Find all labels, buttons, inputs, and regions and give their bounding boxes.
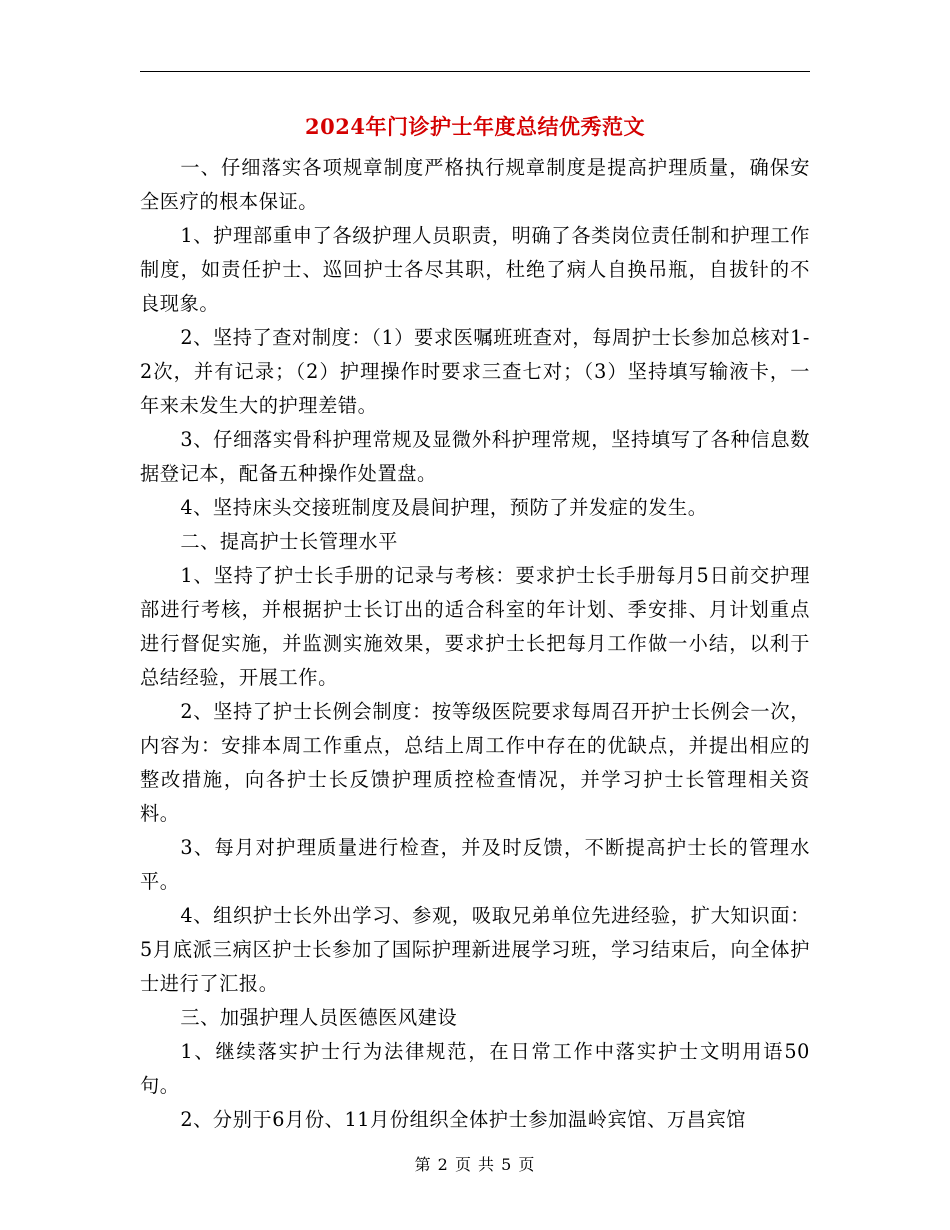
document-body: [140, 151, 810, 1137]
paragraph: 1、坚持了护士长手册的记录与考核：要求护士长手册每月5日前交护理部进行考核，并根据护士长订出的适合科室的年计划、季安排、月计划重点进行督促实施，并监测实施效果，要求护士长把每月工作做一小结，以利于总结经验，开展工作。: [140, 564, 810, 689]
paragraph: 4、坚持床头交接班制度及晨间护理，预防了并发症的发生。: [180, 496, 708, 519]
header-rule: [140, 71, 810, 72]
section-heading: 二、提高护士长管理水平: [180, 530, 398, 553]
document-title: 2024年门诊护士年度总结优秀范文: [305, 114, 645, 139]
paragraph: 4、组织护士长外出学习、参观，吸取兄弟单位先进经验，扩大知识面：5月底派三病区护士长参加了国际护理新进展学习班，学习结束后，向全体护士进行了汇报。: [140, 904, 810, 995]
page-number-footer: 第 2 页 共 5 页: [414, 1155, 536, 1174]
paragraph: 1、护理部重申了各级护理人员职责，明确了各类岗位责任制和护理工作制度，如责任护士、巡回护士各尽其职，杜绝了病人自换吊瓶，自拔针的不良现象。: [140, 224, 810, 315]
paragraph: 一、仔细落实各项规章制度严格执行规章制度是提高护理质量，确保安全医疗的根本保证。: [140, 156, 810, 213]
paragraph: 1、继续落实护士行为法律规范，在日常工作中落实护士文明用语50句。: [140, 1040, 810, 1097]
paragraph: 2、坚持了查对制度：（1）要求医嘱班班查对，每周护士长参加总核对1-2次，并有记录；（2）护理操作时要求三查七对；（3）坚持填写输液卡，一年来未发生大的护理差错。: [140, 326, 810, 417]
section-heading: 三、加强护理人员医德医风建设: [180, 1006, 458, 1029]
paragraph: 3、每月对护理质量进行检查，并及时反馈，不断提高护士长的管理水平。: [140, 836, 810, 893]
paragraph: 2、分别于6月份、11月份组织全体护士参加温岭宾馆、万昌宾馆: [180, 1108, 747, 1131]
paragraph: 3、仔细落实骨科护理常规及显微外科护理常规，坚持填写了各种信息数据登记本，配备五种操作处置盘。: [140, 428, 810, 485]
paragraph: 2、坚持了护士长例会制度：按等级医院要求每周召开护士长例会一次，内容为：安排本周工作重点，总结上周工作中存在的优缺点，并提出相应的整改措施，向各护士长反馈护理质控检查情况，并学习护士长管理相关资料。: [140, 700, 810, 825]
